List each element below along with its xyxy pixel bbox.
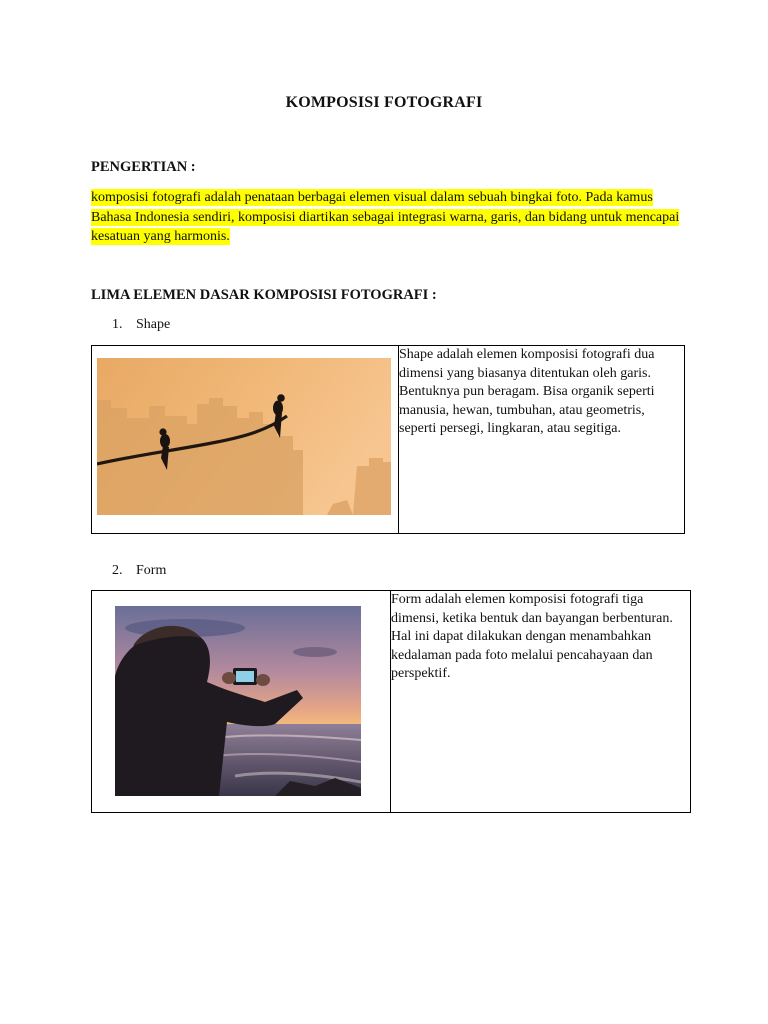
pengertian-heading: PENGERTIAN : <box>91 159 196 175</box>
form-table <box>91 590 691 813</box>
list-label: Form <box>136 563 167 578</box>
pengertian-paragraph <box>91 188 691 247</box>
shape-image-cell <box>92 346 399 534</box>
birds-on-wire-image <box>97 358 391 515</box>
shape-table <box>91 345 685 534</box>
shape-description: Shape adalah elemen komposisi fotografi dua dimensi yang biasanya ditentukan oleh garis. Bentuknya pun beragam. Bisa organik seperti manusia, hewan, tumbuhan, atau geometris, seperti persegi, lingkaran, atau segitiga. <box>399 346 685 534</box>
form-description: Form adalah elemen komposisi fotografi tiga dimensi, ketika bentuk dan bayangan berbenturan. Hal ini dapat dilakukan dengan menambahkan kedalaman pada foto melalui pencahayaan dan perspektif. <box>391 591 691 813</box>
highlighted-text: komposisi fotografi adalah penataan berbagai elemen visual dalam sebuah bingkai foto. Pada kamus Bahasa Indonesia sendiri, komposisi diartikan sebagai integrasi warna, garis, dan bidang untuk mencapai kesatuan yang harmonis. <box>91 190 680 244</box>
list-item-shape <box>112 317 170 333</box>
list-item-form <box>112 563 166 579</box>
list-number: 1. <box>112 317 123 332</box>
list-number: 2. <box>112 563 123 578</box>
list-label: Shape <box>136 317 171 332</box>
elements-heading: LIMA ELEMEN DASAR KOMPOSISI FOTOGRAFI : <box>91 287 437 303</box>
document-title: KOMPOSISI FOTOGRAFI <box>285 94 483 111</box>
sunset-photographer-image <box>115 606 361 796</box>
form-image-cell <box>92 591 391 813</box>
